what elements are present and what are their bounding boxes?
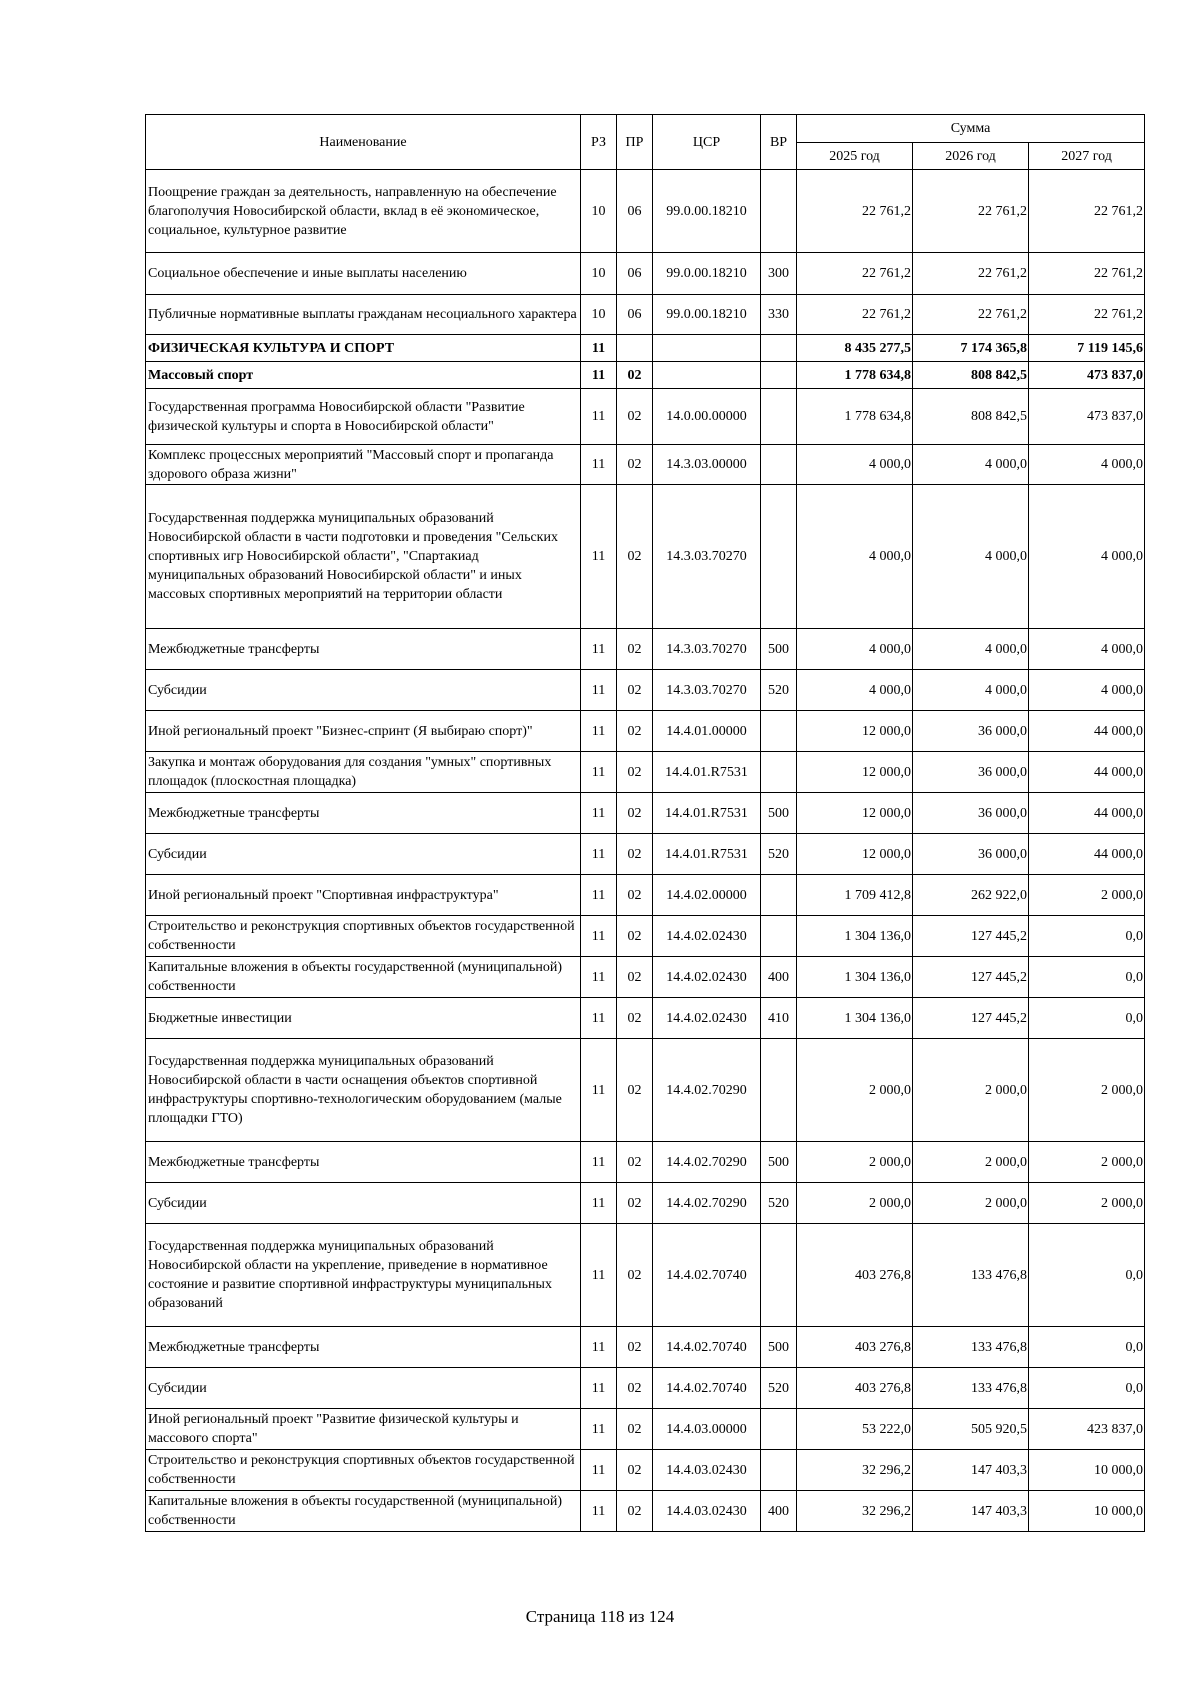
header-vr: ВР bbox=[761, 115, 797, 170]
row-rz: 11 bbox=[581, 485, 617, 629]
row-vr bbox=[761, 362, 797, 389]
row-vr bbox=[761, 1450, 797, 1491]
row-name: Государственная программа Новосибирской области "Развитие физической культуры и спорта в Новосибирской области" bbox=[146, 389, 581, 445]
row-name: Социальное обеспечение и иные выплаты населению bbox=[146, 253, 581, 295]
row-sum-2025: 1 778 634,8 bbox=[797, 389, 913, 445]
row-pr: 02 bbox=[617, 1224, 653, 1327]
row-csr: 14.4.01.00000 bbox=[653, 711, 761, 752]
row-vr: 500 bbox=[761, 1327, 797, 1368]
row-csr: 14.4.03.02430 bbox=[653, 1491, 761, 1532]
row-csr: 14.4.02.70740 bbox=[653, 1368, 761, 1409]
row-pr: 02 bbox=[617, 1450, 653, 1491]
table-row bbox=[146, 1142, 1145, 1183]
row-sum-2027: 10 000,0 bbox=[1029, 1491, 1145, 1532]
header-year-2027: 2027 год bbox=[1029, 143, 1145, 170]
row-sum-2026: 36 000,0 bbox=[913, 711, 1029, 752]
row-csr: 14.3.03.70270 bbox=[653, 629, 761, 670]
row-sum-2027: 44 000,0 bbox=[1029, 793, 1145, 834]
row-sum-2027: 0,0 bbox=[1029, 1368, 1145, 1409]
row-sum-2027: 2 000,0 bbox=[1029, 1142, 1145, 1183]
row-pr: 02 bbox=[617, 1491, 653, 1532]
row-sum-2027: 4 000,0 bbox=[1029, 670, 1145, 711]
row-sum-2026: 505 920,5 bbox=[913, 1409, 1029, 1450]
row-sum-2026: 7 174 365,8 bbox=[913, 335, 1029, 362]
row-sum-2027: 4 000,0 bbox=[1029, 485, 1145, 629]
row-sum-2027: 44 000,0 bbox=[1029, 834, 1145, 875]
header-year-2026: 2026 год bbox=[913, 143, 1029, 170]
row-name: Государственная поддержка муниципальных образований Новосибирской области на укрепление, приведение в нормативное состояние и развитие спортивной инфраструктуры муниципальных образований bbox=[146, 1224, 581, 1327]
row-rz: 11 bbox=[581, 1224, 617, 1327]
row-vr bbox=[761, 752, 797, 793]
row-name: Массовый спорт bbox=[146, 362, 581, 389]
row-sum-2026: 127 445,2 bbox=[913, 957, 1029, 998]
row-sum-2025: 1 709 412,8 bbox=[797, 875, 913, 916]
row-vr: 520 bbox=[761, 1183, 797, 1224]
table-row bbox=[146, 834, 1145, 875]
table-row bbox=[146, 711, 1145, 752]
row-name: Межбюджетные трансферты bbox=[146, 629, 581, 670]
row-csr: 14.4.02.02430 bbox=[653, 998, 761, 1039]
row-sum-2026: 2 000,0 bbox=[913, 1039, 1029, 1142]
table-row bbox=[146, 1224, 1145, 1327]
row-sum-2027: 2 000,0 bbox=[1029, 1183, 1145, 1224]
row-vr bbox=[761, 1224, 797, 1327]
table-row bbox=[146, 998, 1145, 1039]
row-vr: 410 bbox=[761, 998, 797, 1039]
table-row bbox=[146, 629, 1145, 670]
row-name: Иной региональный проект "Развитие физической культуры и массового спорта" bbox=[146, 1409, 581, 1450]
row-rz: 10 bbox=[581, 295, 617, 335]
row-rz: 10 bbox=[581, 170, 617, 253]
header-rz: РЗ bbox=[581, 115, 617, 170]
row-pr bbox=[617, 335, 653, 362]
page-number: Страница 118 из 124 bbox=[525, 1607, 675, 1626]
row-csr: 14.3.03.70270 bbox=[653, 670, 761, 711]
row-csr: 14.3.03.70270 bbox=[653, 485, 761, 629]
header-year-2025: 2025 год bbox=[797, 143, 913, 170]
row-pr: 02 bbox=[617, 445, 653, 485]
row-pr: 02 bbox=[617, 485, 653, 629]
row-rz: 11 bbox=[581, 1491, 617, 1532]
row-rz: 11 bbox=[581, 1450, 617, 1491]
row-vr bbox=[761, 875, 797, 916]
row-sum-2027: 0,0 bbox=[1029, 916, 1145, 957]
table-row bbox=[146, 389, 1145, 445]
row-csr: 99.0.00.18210 bbox=[653, 170, 761, 253]
row-sum-2025: 12 000,0 bbox=[797, 711, 913, 752]
row-sum-2027: 0,0 bbox=[1029, 1224, 1145, 1327]
row-vr bbox=[761, 335, 797, 362]
header-name: Наименование bbox=[146, 115, 581, 170]
row-sum-2027: 44 000,0 bbox=[1029, 752, 1145, 793]
row-csr: 14.4.01.R7531 bbox=[653, 834, 761, 875]
row-vr: 520 bbox=[761, 670, 797, 711]
header-row bbox=[146, 115, 1145, 143]
row-sum-2026: 36 000,0 bbox=[913, 834, 1029, 875]
row-name: Государственная поддержка муниципальных образований Новосибирской области в части подготовки и проведения "Сельских спортивных игр Новосибирской области", "Спартакиад муниципальных образований Новосибирской области" и иных массовых спортивных мероприятий на территории области bbox=[146, 485, 581, 629]
row-rz: 11 bbox=[581, 875, 617, 916]
row-sum-2025: 12 000,0 bbox=[797, 793, 913, 834]
row-sum-2027: 2 000,0 bbox=[1029, 875, 1145, 916]
row-pr: 02 bbox=[617, 389, 653, 445]
row-name: Государственная поддержка муниципальных образований Новосибирской области в части оснащения объектов спортивной инфраструктуры спортивно-технологическим оборудованием (малые площадки ГТО) bbox=[146, 1039, 581, 1142]
row-vr bbox=[761, 1409, 797, 1450]
row-sum-2025: 32 296,2 bbox=[797, 1491, 913, 1532]
row-sum-2027: 0,0 bbox=[1029, 1327, 1145, 1368]
table-row bbox=[146, 445, 1145, 485]
row-pr: 02 bbox=[617, 1409, 653, 1450]
row-sum-2026: 22 761,2 bbox=[913, 170, 1029, 253]
table-row bbox=[146, 362, 1145, 389]
row-sum-2025: 22 761,2 bbox=[797, 295, 913, 335]
row-sum-2025: 2 000,0 bbox=[797, 1142, 913, 1183]
row-sum-2025: 53 222,0 bbox=[797, 1409, 913, 1450]
row-pr: 02 bbox=[617, 957, 653, 998]
row-rz: 11 bbox=[581, 998, 617, 1039]
row-pr: 02 bbox=[617, 1327, 653, 1368]
table-row bbox=[146, 1368, 1145, 1409]
row-sum-2025: 12 000,0 bbox=[797, 752, 913, 793]
row-sum-2025: 1 304 136,0 bbox=[797, 916, 913, 957]
row-name: Капитальные вложения в объекты государственной (муниципальной) собственности bbox=[146, 957, 581, 998]
table-row bbox=[146, 1450, 1145, 1491]
row-sum-2027: 7 119 145,6 bbox=[1029, 335, 1145, 362]
table-row bbox=[146, 670, 1145, 711]
row-sum-2025: 2 000,0 bbox=[797, 1183, 913, 1224]
row-csr: 14.0.00.00000 bbox=[653, 389, 761, 445]
table-row bbox=[146, 793, 1145, 834]
row-pr: 02 bbox=[617, 998, 653, 1039]
row-sum-2025: 4 000,0 bbox=[797, 485, 913, 629]
row-sum-2026: 36 000,0 bbox=[913, 752, 1029, 793]
table-row bbox=[146, 1491, 1145, 1532]
row-sum-2026: 4 000,0 bbox=[913, 629, 1029, 670]
row-pr: 02 bbox=[617, 629, 653, 670]
row-pr: 02 bbox=[617, 670, 653, 711]
row-csr: 14.4.01.R7531 bbox=[653, 752, 761, 793]
row-csr: 14.4.02.70740 bbox=[653, 1224, 761, 1327]
row-name: Комплекс процессных мероприятий "Массовый спорт и пропаганда здорового образа жизни" bbox=[146, 445, 581, 485]
row-csr: 14.4.02.70290 bbox=[653, 1142, 761, 1183]
row-name: Строительство и реконструкция спортивных объектов государственной собственности bbox=[146, 1450, 581, 1491]
row-sum-2027: 423 837,0 bbox=[1029, 1409, 1145, 1450]
row-vr: 400 bbox=[761, 957, 797, 998]
row-sum-2025: 8 435 277,5 bbox=[797, 335, 913, 362]
row-sum-2027: 10 000,0 bbox=[1029, 1450, 1145, 1491]
row-csr bbox=[653, 335, 761, 362]
table-row bbox=[146, 1039, 1145, 1142]
row-rz: 10 bbox=[581, 253, 617, 295]
row-sum-2026: 133 476,8 bbox=[913, 1224, 1029, 1327]
row-name: Публичные нормативные выплаты гражданам несоциального характера bbox=[146, 295, 581, 335]
row-vr: 300 bbox=[761, 253, 797, 295]
row-rz: 11 bbox=[581, 1409, 617, 1450]
table-row bbox=[146, 1183, 1145, 1224]
row-vr bbox=[761, 916, 797, 957]
row-name: Поощрение граждан за деятельность, направленную на обеспечение благополучия Новосибирской области, вклад в её экономическое, социальное, культурное развитие bbox=[146, 170, 581, 253]
row-vr: 520 bbox=[761, 1368, 797, 1409]
row-sum-2027: 0,0 bbox=[1029, 957, 1145, 998]
row-rz: 11 bbox=[581, 711, 617, 752]
row-sum-2026: 4 000,0 bbox=[913, 485, 1029, 629]
row-pr: 06 bbox=[617, 253, 653, 295]
row-sum-2027: 473 837,0 bbox=[1029, 362, 1145, 389]
row-sum-2025: 32 296,2 bbox=[797, 1450, 913, 1491]
row-pr: 02 bbox=[617, 834, 653, 875]
row-csr: 14.4.02.70740 bbox=[653, 1327, 761, 1368]
row-name: Субсидии bbox=[146, 1183, 581, 1224]
row-name: Межбюджетные трансферты bbox=[146, 793, 581, 834]
row-vr: 520 bbox=[761, 834, 797, 875]
row-name: ФИЗИЧЕСКАЯ КУЛЬТУРА И СПОРТ bbox=[146, 335, 581, 362]
row-sum-2026: 133 476,8 bbox=[913, 1368, 1029, 1409]
row-name: Бюджетные инвестиции bbox=[146, 998, 581, 1039]
row-sum-2026: 147 403,3 bbox=[913, 1491, 1029, 1532]
row-sum-2025: 4 000,0 bbox=[797, 670, 913, 711]
row-pr: 02 bbox=[617, 875, 653, 916]
row-name: Иной региональный проект "Спортивная инфраструктура" bbox=[146, 875, 581, 916]
row-name: Субсидии bbox=[146, 1368, 581, 1409]
row-sum-2027: 473 837,0 bbox=[1029, 389, 1145, 445]
row-name: Закупка и монтаж оборудования для создания "умных" спортивных площадок (плоскостная площадка) bbox=[146, 752, 581, 793]
table-body bbox=[146, 170, 1145, 1532]
header-pr: ПР bbox=[617, 115, 653, 170]
row-rz: 11 bbox=[581, 670, 617, 711]
table-row bbox=[146, 1409, 1145, 1450]
row-name: Межбюджетные трансферты bbox=[146, 1327, 581, 1368]
row-sum-2025: 22 761,2 bbox=[797, 253, 913, 295]
row-rz: 11 bbox=[581, 793, 617, 834]
row-sum-2026: 22 761,2 bbox=[913, 295, 1029, 335]
row-pr: 02 bbox=[617, 793, 653, 834]
row-sum-2026: 2 000,0 bbox=[913, 1183, 1029, 1224]
row-rz: 11 bbox=[581, 629, 617, 670]
row-sum-2026: 147 403,3 bbox=[913, 1450, 1029, 1491]
row-sum-2026: 4 000,0 bbox=[913, 445, 1029, 485]
row-rz: 11 bbox=[581, 1039, 617, 1142]
table-row bbox=[146, 253, 1145, 295]
row-rz: 11 bbox=[581, 335, 617, 362]
row-csr: 14.4.02.00000 bbox=[653, 875, 761, 916]
row-sum-2027: 22 761,2 bbox=[1029, 253, 1145, 295]
header-csr: ЦСР bbox=[653, 115, 761, 170]
budget-table bbox=[145, 114, 1145, 1532]
row-vr bbox=[761, 1039, 797, 1142]
row-sum-2026: 262 922,0 bbox=[913, 875, 1029, 916]
row-sum-2026: 127 445,2 bbox=[913, 916, 1029, 957]
table-row bbox=[146, 1327, 1145, 1368]
row-sum-2025: 403 276,8 bbox=[797, 1368, 913, 1409]
row-csr: 14.4.02.02430 bbox=[653, 916, 761, 957]
row-name: Субсидии bbox=[146, 670, 581, 711]
row-rz: 11 bbox=[581, 916, 617, 957]
row-pr: 02 bbox=[617, 711, 653, 752]
row-csr: 14.4.03.02430 bbox=[653, 1450, 761, 1491]
row-pr: 02 bbox=[617, 916, 653, 957]
row-vr: 500 bbox=[761, 629, 797, 670]
row-rz: 11 bbox=[581, 752, 617, 793]
row-name: Строительство и реконструкция спортивных объектов государственной собственности bbox=[146, 916, 581, 957]
row-pr: 02 bbox=[617, 1142, 653, 1183]
row-sum-2026: 4 000,0 bbox=[913, 670, 1029, 711]
row-sum-2026: 808 842,5 bbox=[913, 389, 1029, 445]
row-pr: 02 bbox=[617, 1368, 653, 1409]
table-row bbox=[146, 485, 1145, 629]
row-rz: 11 bbox=[581, 389, 617, 445]
row-sum-2025: 1 778 634,8 bbox=[797, 362, 913, 389]
table-row bbox=[146, 170, 1145, 253]
row-sum-2025: 4 000,0 bbox=[797, 629, 913, 670]
row-csr: 14.3.03.00000 bbox=[653, 445, 761, 485]
row-csr: 14.4.01.R7531 bbox=[653, 793, 761, 834]
table-row bbox=[146, 335, 1145, 362]
row-sum-2025: 22 761,2 bbox=[797, 170, 913, 253]
row-csr bbox=[653, 362, 761, 389]
row-sum-2027: 4 000,0 bbox=[1029, 629, 1145, 670]
row-sum-2027: 22 761,2 bbox=[1029, 295, 1145, 335]
table-row bbox=[146, 295, 1145, 335]
row-sum-2025: 403 276,8 bbox=[797, 1327, 913, 1368]
row-pr: 06 bbox=[617, 295, 653, 335]
row-pr: 02 bbox=[617, 362, 653, 389]
row-rz: 11 bbox=[581, 1327, 617, 1368]
row-sum-2025: 1 304 136,0 bbox=[797, 998, 913, 1039]
row-sum-2026: 127 445,2 bbox=[913, 998, 1029, 1039]
row-name: Межбюджетные трансферты bbox=[146, 1142, 581, 1183]
row-pr: 02 bbox=[617, 752, 653, 793]
row-sum-2027: 22 761,2 bbox=[1029, 170, 1145, 253]
row-vr bbox=[761, 485, 797, 629]
row-csr: 99.0.00.18210 bbox=[653, 253, 761, 295]
row-csr: 14.4.02.70290 bbox=[653, 1039, 761, 1142]
row-pr: 02 bbox=[617, 1183, 653, 1224]
row-sum-2026: 808 842,5 bbox=[913, 362, 1029, 389]
row-pr: 06 bbox=[617, 170, 653, 253]
row-vr bbox=[761, 389, 797, 445]
row-rz: 11 bbox=[581, 957, 617, 998]
row-sum-2027: 4 000,0 bbox=[1029, 445, 1145, 485]
row-sum-2026: 22 761,2 bbox=[913, 253, 1029, 295]
row-rz: 11 bbox=[581, 362, 617, 389]
row-csr: 14.4.02.70290 bbox=[653, 1183, 761, 1224]
row-sum-2025: 403 276,8 bbox=[797, 1224, 913, 1327]
table-row bbox=[146, 752, 1145, 793]
row-csr: 14.4.03.00000 bbox=[653, 1409, 761, 1450]
row-vr bbox=[761, 170, 797, 253]
table-row bbox=[146, 916, 1145, 957]
row-sum-2027: 2 000,0 bbox=[1029, 1039, 1145, 1142]
row-sum-2025: 4 000,0 bbox=[797, 445, 913, 485]
row-vr: 500 bbox=[761, 1142, 797, 1183]
row-sum-2025: 12 000,0 bbox=[797, 834, 913, 875]
row-name: Субсидии bbox=[146, 834, 581, 875]
row-rz: 11 bbox=[581, 834, 617, 875]
row-vr bbox=[761, 711, 797, 752]
row-vr bbox=[761, 445, 797, 485]
row-sum-2026: 36 000,0 bbox=[913, 793, 1029, 834]
row-name: Иной региональный проект "Бизнес-спринт (Я выбираю спорт)" bbox=[146, 711, 581, 752]
row-csr: 14.4.02.02430 bbox=[653, 957, 761, 998]
row-rz: 11 bbox=[581, 1368, 617, 1409]
table-row bbox=[146, 875, 1145, 916]
row-sum-2026: 133 476,8 bbox=[913, 1327, 1029, 1368]
row-rz: 11 bbox=[581, 1183, 617, 1224]
row-vr: 400 bbox=[761, 1491, 797, 1532]
row-rz: 11 bbox=[581, 445, 617, 485]
row-pr: 02 bbox=[617, 1039, 653, 1142]
row-sum-2027: 0,0 bbox=[1029, 998, 1145, 1039]
row-sum-2027: 44 000,0 bbox=[1029, 711, 1145, 752]
row-vr: 500 bbox=[761, 793, 797, 834]
row-sum-2026: 2 000,0 bbox=[913, 1142, 1029, 1183]
row-name: Капитальные вложения в объекты государственной (муниципальной) собственности bbox=[146, 1491, 581, 1532]
row-vr: 330 bbox=[761, 295, 797, 335]
row-rz: 11 bbox=[581, 1142, 617, 1183]
header-sum: Сумма bbox=[797, 115, 1145, 143]
row-sum-2025: 1 304 136,0 bbox=[797, 957, 913, 998]
table-row bbox=[146, 957, 1145, 998]
row-sum-2025: 2 000,0 bbox=[797, 1039, 913, 1142]
row-csr: 99.0.00.18210 bbox=[653, 295, 761, 335]
